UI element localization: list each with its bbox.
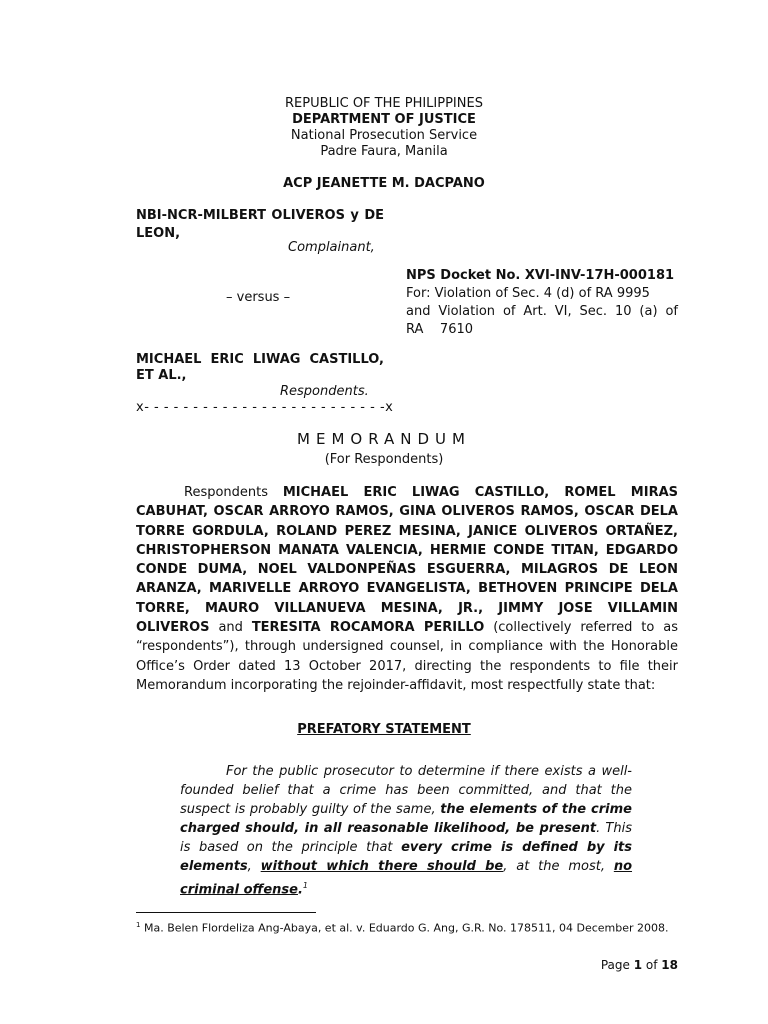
header-republic: REPUBLIC OF THE PHILIPPINES xyxy=(285,96,483,111)
footnote-number: 1 xyxy=(136,921,141,929)
quote-bold4: no criminal offense xyxy=(180,859,633,898)
quote-bold3: without which there should be xyxy=(260,859,504,874)
header-service: National Prosecution Service xyxy=(290,128,478,143)
memorandum-title: MEMORANDUM xyxy=(297,430,471,448)
page-number xyxy=(601,958,678,972)
complainant-name-line1: NBI-NCR-MILBERT OLIVEROS y DE xyxy=(136,208,384,223)
memorandum-subtitle: (For Respondents) xyxy=(324,452,444,467)
docket-number: NPS Docket No. XVI-INV-17H-000181 xyxy=(406,268,675,283)
page-label: Page xyxy=(600,958,634,972)
footnote-reference[interactable]: 1 xyxy=(302,881,309,890)
quote-part2: . This is based on the principle that xyxy=(180,821,632,855)
respondent-name-line2: ET AL., xyxy=(136,368,187,383)
quote-bold1: the elements of the crime charged should, in all reasonable likelihood, be present xyxy=(180,802,632,836)
page-of: of xyxy=(642,958,662,972)
complainant-name-line2: LEON, xyxy=(136,226,181,241)
quote-part1: For the public prosecutor to determine if there exists a well-founded belief that a crime has been committed, and that the suspect is probably guilty of the same, xyxy=(180,764,632,817)
section-heading: PREFATORY STATEMENT xyxy=(297,722,471,737)
header-prosecutor: ACP JEANETTE M. DACPANO xyxy=(283,176,485,191)
intro-lead: Respondents xyxy=(184,485,283,500)
charge-line3: RA 7610 xyxy=(406,322,474,337)
footnote-text: Ma. Belen Flordeliza Ang-Abaya, et al. v. Eduardo G. Ang, G.R. No. 178511, 04 December 2008. xyxy=(140,921,669,935)
respondent-names: MICHAEL ERIC LIWAG CASTILLO, ROMEL MIRAS CABUHAT, OSCAR ARROYO RAMOS, GINA OLIVEROS RAMOS, OSCAR DELA TORRE GORDULA, ROLAND PEREZ MESINA, JANICE OLIVEROS ORTAÑEZ, CHRISTOPHERSON MANATA VALENCIA, HERMIE CONDE TITAN, EDGARDO CONDE DUMA, NOEL VALDONPEÑAS ESGUERRA, MILAGROS DE LEON ARANZA, MARIVELLE ARROYO EVANGELISTA, BETHOVEN PRINCIPE DELA TORRE, MAURO VILLANUEVA MESINA, JR., JIMMY JOSE VILLAMIN OLIVEROS xyxy=(136,485,678,636)
page-current: 1 xyxy=(633,958,643,972)
respondent-last-name: TERESITA ROCAMORA PERILLO xyxy=(251,620,485,636)
quote-part5: . xyxy=(297,882,303,898)
charge-line1: For: Violation of Sec. 4 (d) of RA 9995 xyxy=(406,286,650,301)
footnote-divider xyxy=(136,912,316,913)
quote-bold2: every crime is defined by its elements xyxy=(180,840,632,874)
versus-label: – versus – xyxy=(226,290,291,305)
header-address: Padre Faura, Manila xyxy=(320,144,448,159)
intro-paragraph xyxy=(136,483,678,695)
respondent-role: Respondents. xyxy=(280,384,369,399)
complainant-role: Complainant, xyxy=(288,240,375,255)
prefatory-quote xyxy=(180,762,632,899)
page-total: 18 xyxy=(661,958,678,972)
quote-part4: , at the most, xyxy=(503,859,614,874)
intro-rest: (collectively referred to as “respondents”), through undersigned counsel, in compliance with the Honorable Office’s Order dated 13 October 2017, directing the respondents to file their Memorandum incorporating the rejoinder-affidavit, most respectfully state that: xyxy=(136,620,678,693)
header-department: DEPARTMENT OF JUSTICE xyxy=(292,112,476,127)
footnote xyxy=(136,918,678,936)
caption-separator: x- - - - - - - - - - - - - - - - - - - - - - - - -x xyxy=(136,400,394,415)
quote-part3: , xyxy=(247,859,261,874)
charge-line2: and Violation of Art. VI, Sec. 10 (a) of xyxy=(406,304,678,319)
intro-and: and xyxy=(209,620,252,636)
respondent-name-line1: MICHAEL ERIC LIWAG CASTILLO, xyxy=(136,352,384,367)
